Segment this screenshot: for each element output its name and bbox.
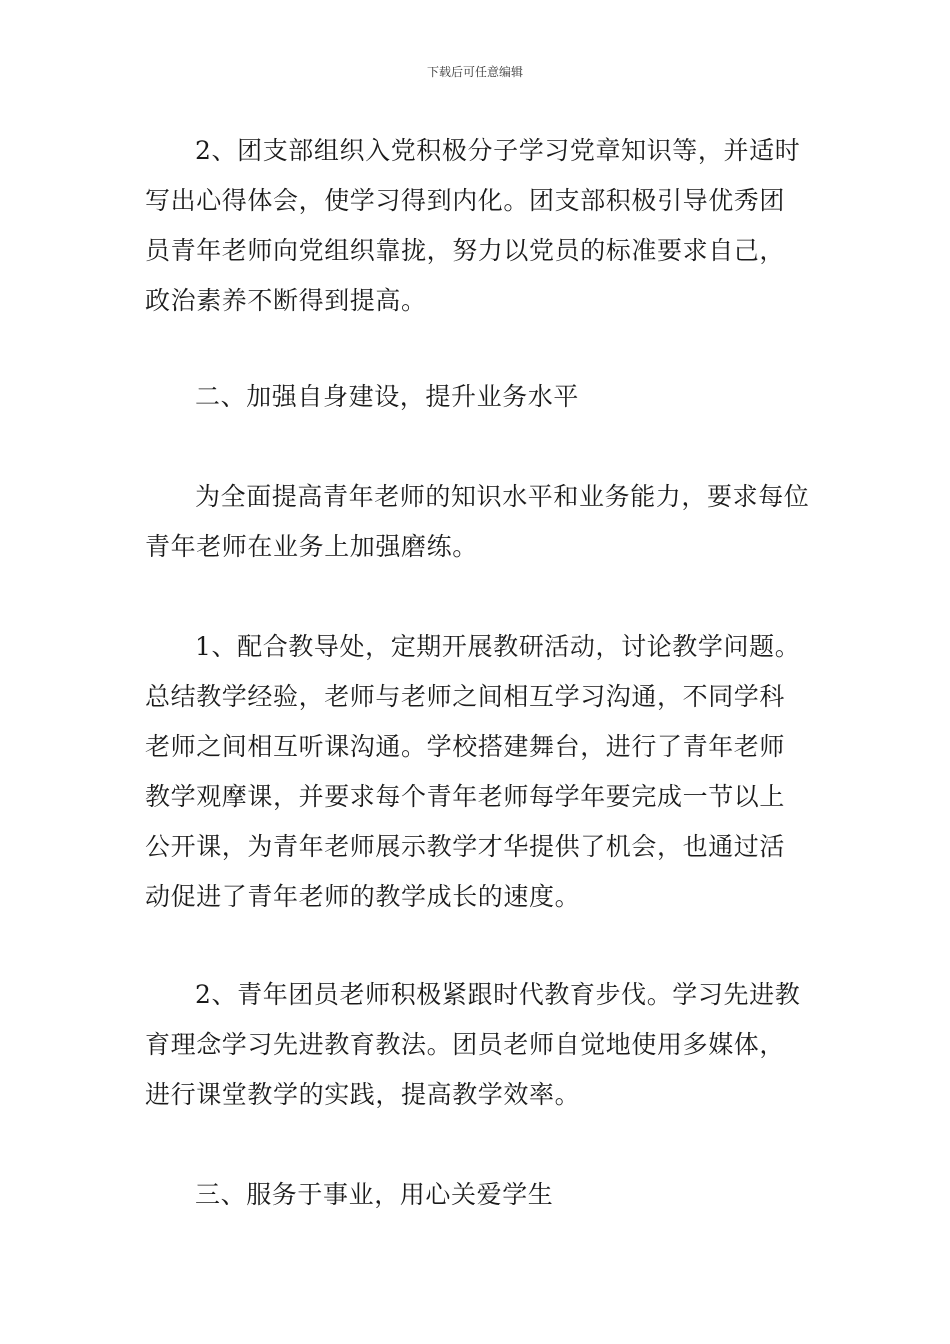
paragraph-modern-education: 2、青年团员老师积极紧跟时代教育步伐。学习先进教育理念学习先进教育教法。团员老师自觉地使用多媒体，进行课堂教学的实践，提高教学效率。 xyxy=(145,980,801,1109)
paragraph-intro-professional: 为全面提高青年老师的知识水平和业务能力，要求每位青年老师在业务上加强磨练。 xyxy=(145,482,810,561)
paragraph-party-study: 2、团支部组织入党积极分子学习党章知识等，并适时写出心得体会，使学习得到内化。团支部积极引导优秀团员青年老师向党组织靠拢，努力以党员的标准要求自己，政治素养不断得到提高。 xyxy=(145,136,801,315)
section-heading-serve-students: 三、服务于事业，用心关爱学生 xyxy=(195,1180,554,1209)
paragraph-teaching-research: 1、配合教导处，定期开展教研活动，讨论教学问题。总结教学经验，老师与老师之间相互学习沟通，不同学科老师之间相互听课沟通。学校搭建舞台，进行了青年老师教学观摩课，并要求每个青年老师每学年要完成一节以上公开课，为青年老师展示教学才华提供了机会，也通过活动促进了青年老师的教学成长的速度。 xyxy=(145,632,801,911)
page-header-note: 下载后可任意编辑 xyxy=(426,65,523,79)
section-heading-self-building: 二、加强自身建设，提升业务水平 xyxy=(195,382,580,411)
